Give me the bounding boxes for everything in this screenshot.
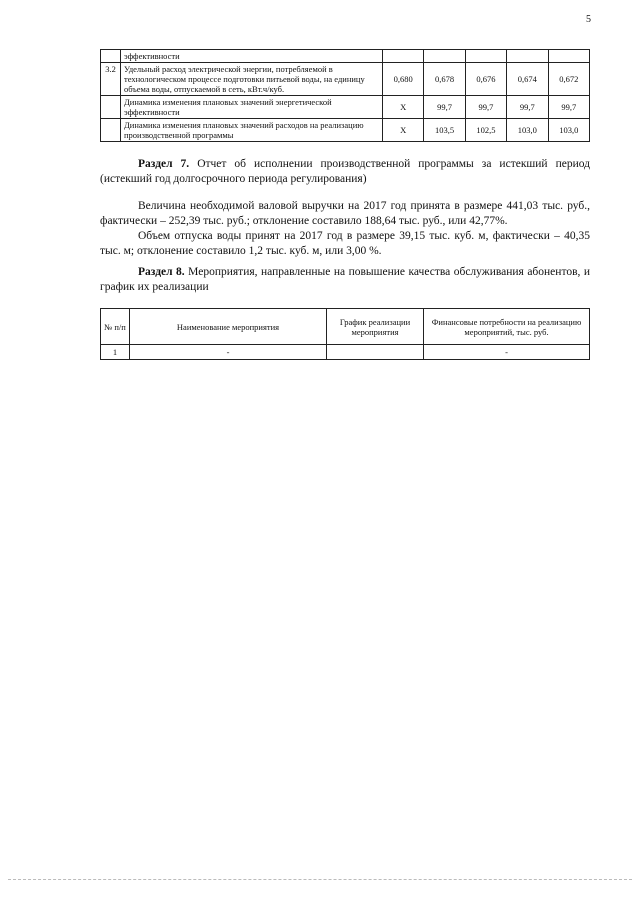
cell-value xyxy=(507,50,548,63)
cell-value: 99,7 xyxy=(548,96,589,119)
cell-value: 102,5 xyxy=(465,119,506,142)
cell-measure: - xyxy=(130,345,327,360)
table-header-row xyxy=(101,309,590,345)
row-index xyxy=(101,50,121,63)
column-header-number: № п/п xyxy=(101,309,130,345)
row-description: Динамика изменения плановых значений расходов на реализацию производственной программы xyxy=(121,119,383,142)
cell-value: 103,0 xyxy=(507,119,548,142)
table-row xyxy=(101,119,590,142)
row-description: Динамика изменения плановых значений энергетической эффективности xyxy=(121,96,383,119)
row-index xyxy=(101,96,121,119)
cell-value: 0,678 xyxy=(424,63,465,96)
section8-heading xyxy=(100,265,590,295)
row-description: эффективности xyxy=(121,50,383,63)
scan-footer-line xyxy=(8,879,632,880)
table-row xyxy=(101,345,590,360)
row-description: Удельный расход электрической энергии, потребляемой в технологическом процессе подготовки питьевой воды, на единицу объема воды, отпускаемой в сеть, кВт.ч/куб. xyxy=(121,63,383,96)
column-header-measure: Наименование мероприятия xyxy=(130,309,327,345)
cell-number: 1 xyxy=(101,345,130,360)
cell-value xyxy=(465,50,506,63)
cell-value: 99,7 xyxy=(465,96,506,119)
column-header-schedule: График реализации мероприятия xyxy=(327,309,424,345)
cell-value: 0,674 xyxy=(507,63,548,96)
column-header-finance: Финансовые потребности на реализацию мероприятий, тыс. руб. xyxy=(424,309,590,345)
table-row xyxy=(101,50,590,63)
cell-value: 103,0 xyxy=(548,119,589,142)
section7-revenue-paragraph: Величина необходимой валовой выручки на 2017 год принята в размере 441,03 тыс. руб., фактически – 252,39 тыс. руб.; отклонение составило 188,64 тыс. руб., или 42,77%. xyxy=(100,200,590,227)
efficiency-table xyxy=(100,49,590,142)
table-row xyxy=(101,96,590,119)
cell-schedule xyxy=(327,345,424,360)
row-index xyxy=(101,119,121,142)
cell-value: 0,676 xyxy=(465,63,506,96)
page-number: 5 xyxy=(586,14,591,25)
row-index: 3.2 xyxy=(101,63,121,96)
measures-table xyxy=(100,308,590,360)
section7-label: Раздел 7. xyxy=(138,158,190,170)
section7-water-paragraph: Объем отпуска воды принят на 2017 год в размере 39,15 тыс. куб. м, фактически – 40,35 тыс. м; отклонение составило 1,2 тыс. куб. м, или 3,00 %. xyxy=(100,230,590,257)
cell-value: 0,672 xyxy=(548,63,589,96)
cell-value: 99,7 xyxy=(507,96,548,119)
cell-value xyxy=(424,50,465,63)
cell-value: X xyxy=(383,96,424,119)
section8-title: Мероприятия, направленные на повышение качества обслуживания абонентов, и график их реализации xyxy=(100,266,591,293)
cell-value: X xyxy=(383,119,424,142)
cell-value xyxy=(548,50,589,63)
table-row xyxy=(101,63,590,96)
section8-label: Раздел 8. xyxy=(138,266,185,278)
section7-heading xyxy=(100,157,590,187)
cell-finance: - xyxy=(424,345,590,360)
section7-title: Отчет об исполнении производственной программы за истекший период (истекший год долгосрочного периода регулирования) xyxy=(100,158,590,185)
cell-value: 99,7 xyxy=(424,96,465,119)
cell-value xyxy=(383,50,424,63)
cell-value: 103,5 xyxy=(424,119,465,142)
cell-value: 0,680 xyxy=(383,63,424,96)
